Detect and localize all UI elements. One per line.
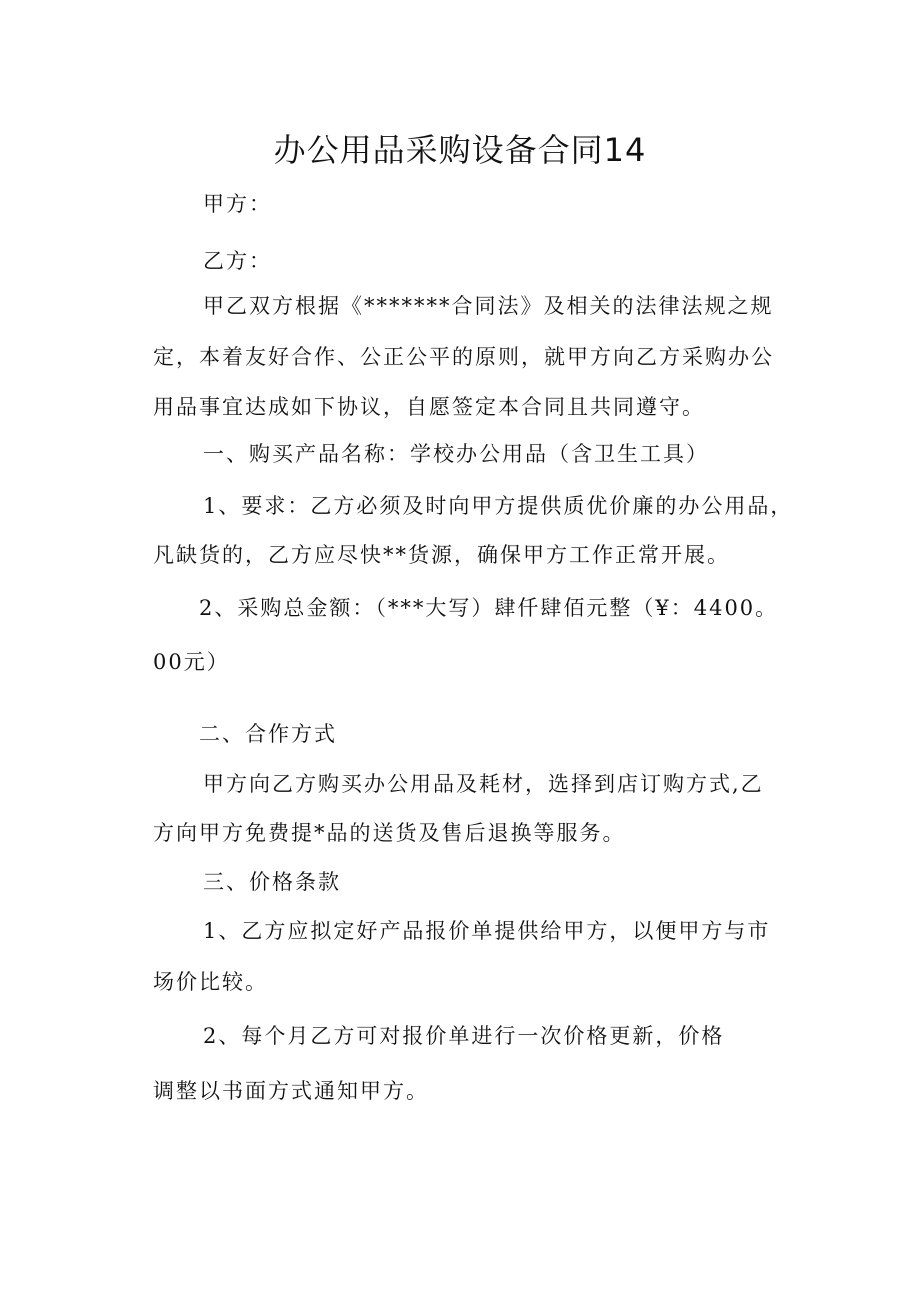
- section-3-heading: 三、价格条款: [203, 870, 341, 894]
- intro-line-3: 用品事宜达成如下协议，自愿签定本合同且共同遵守。: [153, 395, 705, 419]
- party-b-line: 乙方：: [203, 249, 272, 273]
- price-line-1: 1、乙方应拟定好产品报价单提供给甲方，以便甲方与市: [203, 919, 771, 943]
- requirement-line-2: 凡缺货的，乙方应尽快**货源，确保甲方工作正常开展。: [153, 543, 730, 567]
- intro-line-2: 定，本着友好合作、公正公平的原则，就甲方向乙方采购办公: [153, 345, 774, 369]
- cooperation-line-1: 甲方向乙方购买办公用品及耗材，选择到店订购方式,乙: [203, 772, 764, 796]
- party-a-line: 甲方：: [203, 192, 272, 216]
- requirement-line-1: 1、要求：乙方必须及时向甲方提供质优价廉的办公用品，: [203, 494, 794, 518]
- document-title: 办公用品采购设备合同14: [273, 131, 647, 169]
- amount-line-1: 2、采购总金额：（***大写）肆仟肆佰元整（¥：4400。: [199, 596, 779, 620]
- cooperation-line-2: 方向甲方免费提*品的送货及售后退换等服务。: [153, 821, 626, 845]
- price-line-2: 场价比较。: [153, 970, 268, 994]
- section-1-heading: 一、购买产品名称：学校办公用品（含卫生工具）: [203, 442, 709, 466]
- price-update-line-2: 调整以书面方式通知甲方。: [153, 1079, 429, 1103]
- price-update-line-1: 2、每个月乙方可对报价单进行一次价格更新，价格: [203, 1024, 725, 1048]
- intro-line-1: 甲乙双方根据《*******合同法》及相关的法律法规之规: [203, 294, 774, 318]
- amount-line-2: 00元）: [153, 650, 230, 674]
- section-2-heading: 二、合作方式: [199, 722, 337, 746]
